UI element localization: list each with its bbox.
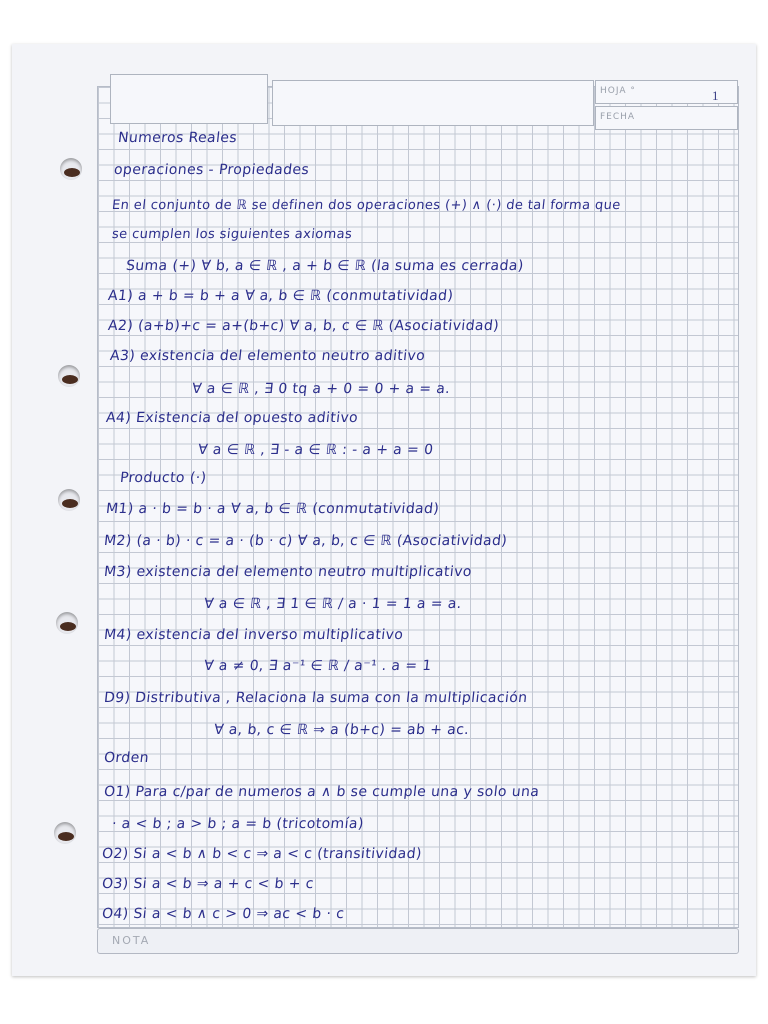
note-line: D9) Distributiva , Relaciona la suma con la multiplicación <box>103 690 529 706</box>
nota-bar <box>97 928 739 954</box>
note-line: ∀ a ∈ ℝ , ∃ - a ∈ ℝ : - a + a = 0 <box>197 442 435 458</box>
note-line: Orden <box>103 750 150 766</box>
note-line: A3) existencia del elemento neutro aditivo <box>109 348 426 364</box>
note-line: En el conjunto de ℝ se definen dos operaciones (+) ∧ (·) de tal forma que <box>111 198 622 213</box>
note-line: M4) existencia del inverso multiplicativo <box>103 627 405 643</box>
note-line: · a < b ; a > b ; a = b (tricotomía) <box>111 816 365 832</box>
note-line: ∀ a ≠ 0, ∃ a⁻¹ ∈ ℝ / a⁻¹ . a = 1 <box>203 658 433 674</box>
note-line: O2) Si a < b ∧ b < c ⇒ a < c (transitividad) <box>101 846 423 862</box>
note-line: A2) (a+b)+c = a+(b+c) ∀ a, b, c ∈ ℝ (Asociatividad) <box>107 318 500 334</box>
note-line: A4) Existencia del opuesto aditivo <box>105 410 359 426</box>
note-line: M1) a · b = b · a ∀ a, b ∈ ℝ (conmutatividad) <box>105 501 441 517</box>
note-line: operaciones - Propiedades <box>113 162 310 178</box>
note-line: O4) Si a < b ∧ c > 0 ⇒ ac < b · c <box>101 906 346 922</box>
note-line: O3) Si a < b ⇒ a + c < b + c <box>101 876 315 892</box>
note-line: M3) existencia del elemento neutro multiplicativo <box>103 564 473 580</box>
note-line: ∀ a, b, c ∈ ℝ ⇒ a (b+c) = ab + ac. <box>213 722 470 738</box>
note-line: Producto (·) <box>119 470 208 486</box>
note-line: Suma (+) ∀ b, a ∈ ℝ , a + b ∈ ℝ (la suma es cerrada) <box>125 258 525 274</box>
nota-label: NOTA <box>112 934 151 947</box>
note-line: O1) Para c/par de numeros a ∧ b se cumple una y solo una <box>103 784 541 800</box>
note-line: M2) (a · b) · c = a · (b · c) ∀ a, b, c ∈ ℝ (Asociatividad) <box>103 533 509 549</box>
hoja-label: HOJA ° <box>600 86 636 96</box>
note-line: ∀ a ∈ ℝ , ∃ 1 ∈ ℝ / a · 1 = 1 a = a. <box>203 596 463 612</box>
note-line: ∀ a ∈ ℝ , ∃ 0 tq a + 0 = 0 + a = a. <box>191 381 451 397</box>
hoja-value: 1 <box>712 88 719 103</box>
note-line: Numeros Reales <box>117 130 238 146</box>
fecha-label: FECHA <box>600 112 636 122</box>
note-line: A1) a + b = b + a ∀ a, b ∈ ℝ (conmutatividad) <box>107 288 455 304</box>
note-line: se cumplen los siguientes axiomas <box>111 227 354 242</box>
